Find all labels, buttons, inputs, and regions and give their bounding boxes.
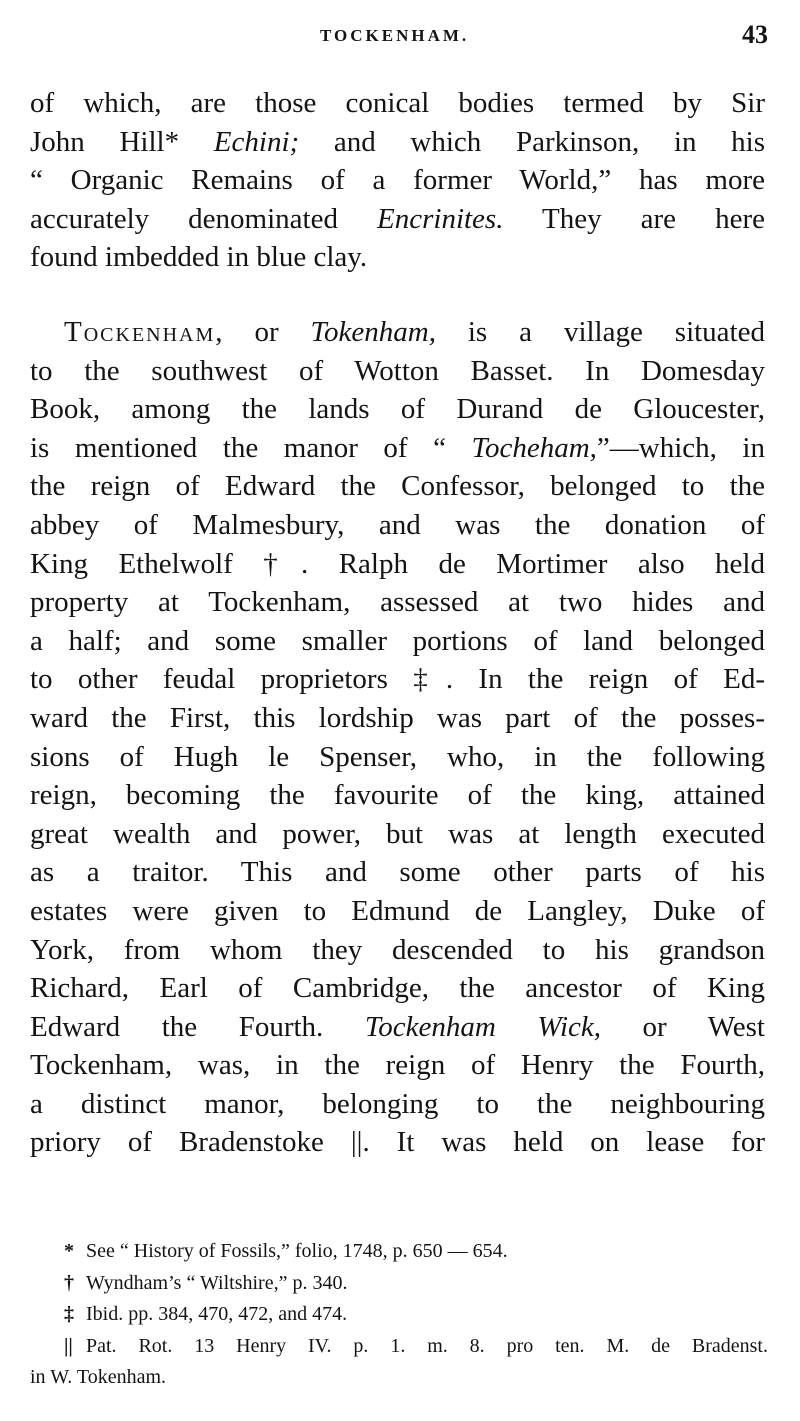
footnote-ref-star: * [164,125,214,158]
footnote-text: Ibid. pp. 384, 470, 472, and 474. [86,1303,348,1325]
text-line: the reign of Edward the Confessor, belonged to the [30,470,765,503]
place-name-smallcaps: Tockenham [64,316,216,348]
text-line: a distinct manor, belonging to the neighbouring [30,1087,765,1120]
italic-place-tockenham-wick: Tockenham Wick, [364,1010,601,1043]
footnote-text: See “ History of Fossils,” folio, 1748, p. 650 — 654. [86,1240,508,1262]
text-line: ward the First, this lordship was part of the posses- [30,701,765,734]
text-line: Tockenham, was, in the reign of Henry the Fourth, [30,1049,765,1082]
italic-term-echini: Echini; [213,125,300,158]
footnote-text: Wyndham’s “ Wiltshire,” p. 340. [86,1271,348,1294]
page-header [30,20,768,52]
text-line: John Hill* Echini; and which Parkinson, in his [30,125,765,158]
text-line: abbey of Malmesbury, and was the donation of [30,508,765,541]
text-line-opening: Tockenham, or Tokenham, is a village situated [64,316,765,348]
text-line: Edward the Fourth. Tockenham Wick, or West [30,1010,765,1043]
italic-term-encrinites: Encrinites. [377,202,504,235]
text-line: a half; and some smaller portions of land belonged [30,624,765,657]
text-line: is mentioned the manor of “ Tocheham,”—which, in [30,431,765,464]
footnote-mark: † [64,1271,74,1294]
page-number: 43 [742,20,768,49]
text-line: of which, are those conical bodies termed by Sir [30,87,765,119]
text-line: priory of Bradenstoke ||. It was held on lease for [30,1126,765,1159]
text-line: Book, among the lands of Durand de Gloucester, [30,393,765,426]
footnotes [30,1236,768,1394]
footnote-text: Pat. Rot. 13 Henry IV. p. 1. m. 8. pro ten. M. de Bradenst. [86,1334,768,1357]
footnote-1 [30,1236,768,1268]
text-line: to the southwest of Wotton Basset. In Domesday [30,354,765,387]
footnote-mark: || [64,1334,73,1357]
running-head: TOCKENHAM. [320,26,470,45]
paragraph-fossils [30,84,765,277]
italic-place-tocheham: Tocheham, [471,431,597,464]
paragraph-tockenham [30,313,765,1162]
text-line: found imbedded in blue clay. [30,241,368,274]
text-line: Richard, Earl of Cambridge, the ancestor of King [30,972,765,1005]
text-line: “ Organic Remains of a former World,” has more [30,164,765,197]
footnote-mark: ‡ [64,1303,74,1325]
text-line: property at Tockenham, assessed at two hides and [30,586,765,619]
footnote-text: in W. Tokenham. [30,1366,167,1388]
text-line: to other feudal proprietors ‡. In the reign of Ed- [30,663,765,696]
text-line: King Ethelwolf †. Ralph de Mortimer also held [30,547,765,580]
footnote-3 [30,1299,768,1331]
text-line: as a traitor. This and some other parts of his [30,856,765,889]
text-line: estates were given to Edmund de Langley, Duke of [30,894,765,927]
footnote-2 [30,1268,768,1300]
text-line: accurately denominated Encrinites. They are here [30,202,765,235]
text-line: sions of Hugh le Spenser, who, in the following [30,740,765,773]
italic-place-tokenham: Tokenham, [310,316,436,348]
footnote-4 [30,1331,768,1363]
text-line: reign, becoming the favourite of the king, attained [30,779,765,812]
footnote-4-continued [30,1362,768,1394]
footnote-mark: * [64,1240,74,1262]
text-line: great wealth and power, but was at length executed [30,817,765,850]
text-line: York, from whom they descended to his grandson [30,933,765,966]
